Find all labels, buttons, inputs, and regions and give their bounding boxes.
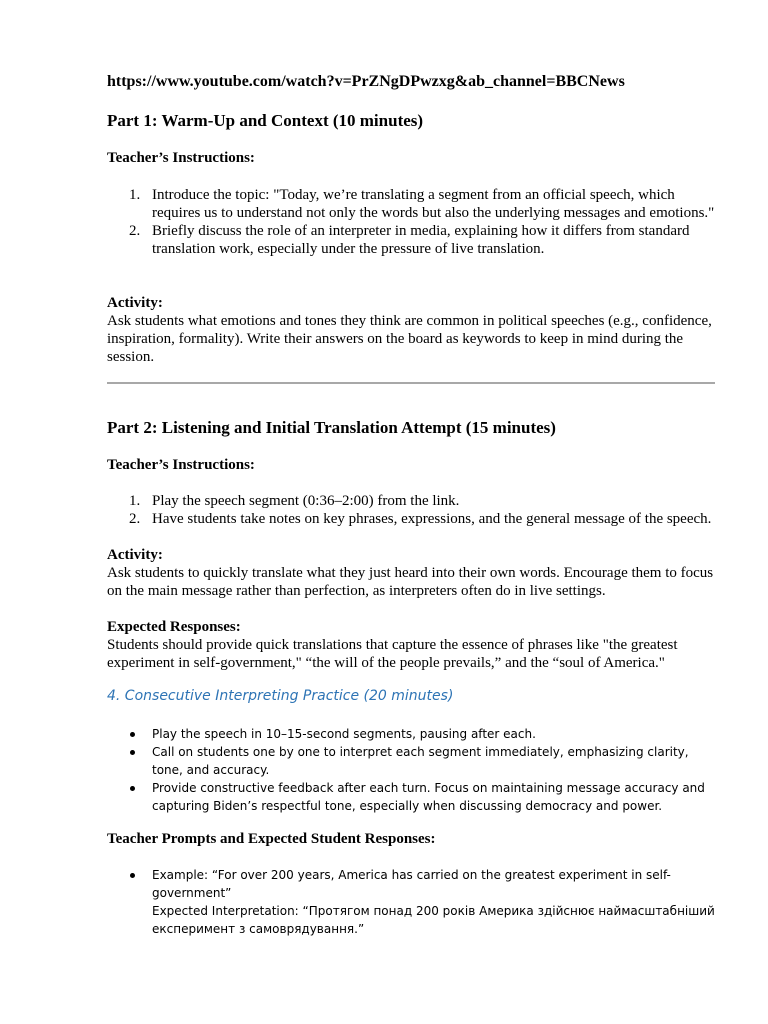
bullet-text: Provide constructive feedback after each turn. Focus on maintaining message accuracy and capturing Biden’s respectful tone, especially when discussing democracy and power. (152, 781, 705, 813)
section4-bullet-list (107, 725, 717, 815)
activity-text: Ask students what emotions and tones they think are common in political speeches (e.g., confidence, inspiration, formality). Write their answers on the board as keywords to keep in mind during the session. (107, 313, 712, 365)
bullet-text: Play the speech in 10–15-second segments, pausing after each. (152, 727, 536, 741)
list-number: 1. (129, 493, 141, 509)
prompts-list (107, 866, 717, 938)
list-item-text: Have students take notes on key phrases, expressions, and the general message of the speech. (152, 511, 712, 527)
part2-expected-responses (107, 618, 717, 672)
horizontal-divider (107, 382, 715, 384)
list-item-text: Introduce the topic: "Today, we’re translating a segment from an official speech, which requires us to understand not only the words but also the underlying messages and emotions." (152, 187, 715, 221)
activity-text: Ask students to quickly translate what they just heard into their own words. Encourage them to focus on the main message rather than perfection, as interpreters often do in live settings. (107, 565, 714, 599)
prompts-heading: Teacher Prompts and Expected Student Responses: (107, 831, 436, 847)
list-item (107, 492, 747, 510)
list-item (107, 186, 717, 222)
list-item (107, 510, 747, 528)
example-source-text: Example: “For over 200 years, America has carried on the greatest experiment in self-government” (152, 868, 671, 900)
bullet-item (107, 725, 717, 743)
part1-instructions-label: Teacher’s Instructions: (107, 150, 255, 166)
bullet-icon (130, 750, 135, 755)
list-item-text: Play the speech segment (0:36–2:00) from the link. (152, 493, 460, 509)
bullet-item (107, 743, 717, 779)
part2-heading: Part 2: Listening and Initial Translation Attempt (15 minutes) (107, 418, 556, 437)
part2-activity (107, 546, 717, 600)
example-interpretation-text: Expected Interpretation: “Протягом понад 200 років Америка здійснює наймасштабніший експеримент з самоврядування.” (152, 904, 715, 936)
part1-activity (107, 294, 717, 366)
bullet-icon (130, 786, 135, 791)
bullet-icon (130, 873, 135, 878)
bullet-item (107, 866, 717, 938)
section4-heading: 4. Consecutive Interpreting Practice (20 minutes) (107, 688, 454, 704)
list-number: 2. (129, 223, 141, 239)
activity-label: Activity: (107, 547, 163, 563)
part1-steps-list (107, 186, 717, 258)
activity-label: Activity: (107, 295, 163, 311)
part2-steps-list (107, 492, 747, 528)
bullet-icon (130, 732, 135, 737)
bullet-text: Call on students one by one to interpret each segment immediately, emphasizing clarity, tone, and accuracy. (152, 745, 689, 777)
list-item (107, 222, 717, 258)
list-number: 1. (129, 187, 141, 203)
list-item-text: Briefly discuss the role of an interpreter in media, explaining how it differs from standard translation work, especially under the pressure of live translation. (152, 223, 690, 257)
bullet-item (107, 779, 717, 815)
part1-heading: Part 1: Warm-Up and Context (10 minutes) (107, 111, 424, 130)
video-link[interactable]: https://www.youtube.com/watch?v=PrZNgDPwzxg&ab_channel=BBCNews (107, 73, 625, 90)
expected-responses-text: Students should provide quick translations that capture the essence of phrases like "the greatest experiment in self-government," “the will of the people prevails,” and the “soul of America." (107, 637, 678, 671)
list-number: 2. (129, 511, 141, 527)
part2-instructions-label: Teacher’s Instructions: (107, 457, 255, 473)
expected-responses-label: Expected Responses: (107, 619, 241, 635)
